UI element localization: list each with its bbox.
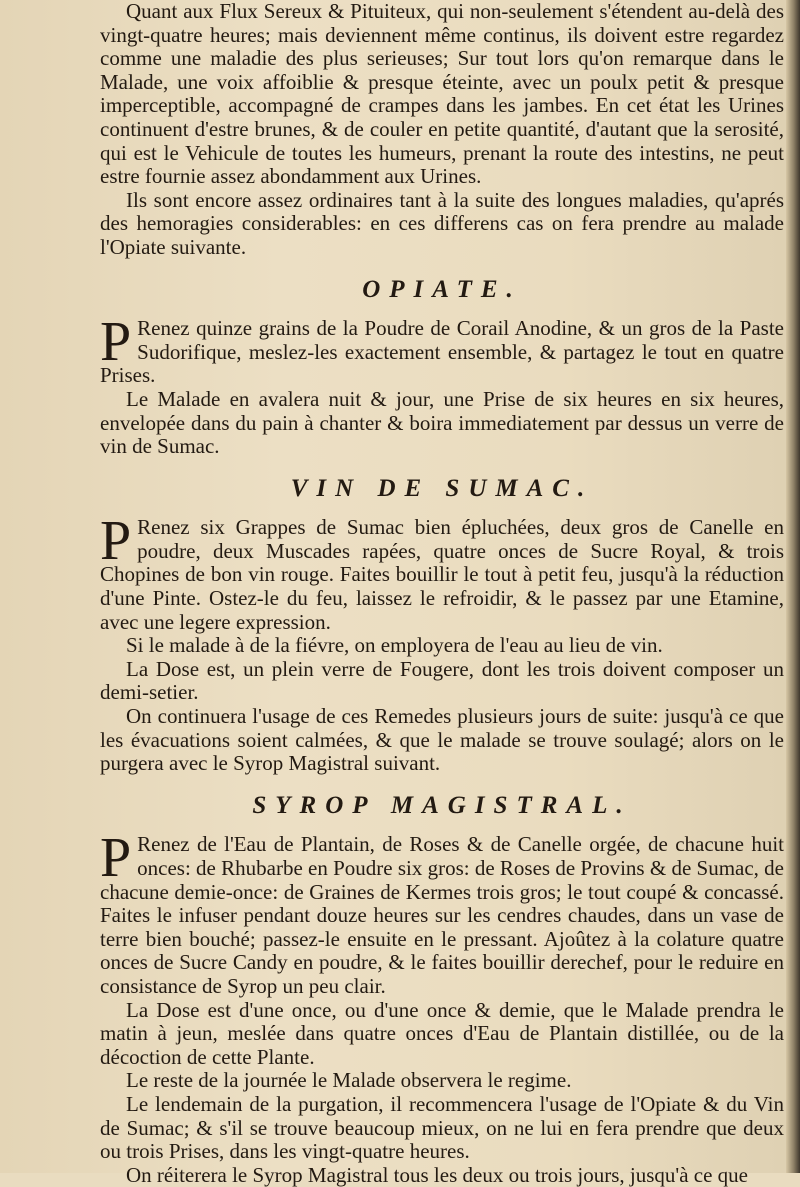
paragraph-syrop-dose: La Dose est d'une once, ou d'une once & demie, que le Malade prendra le matin à jeun, meslée dans quatre onces d'Eau de Plantain distillée, ou de la décoction de cette Plante. — [100, 997, 784, 1069]
paragraph-syrop-recipe — [100, 827, 784, 998]
paragraph-sumac-dose: La Dose est, un plein verre de Fougere, dont les trois doivent composer un demi-setier. — [100, 656, 784, 705]
drop-cap: P — [100, 510, 132, 573]
heading-opiate: OPIATE. — [362, 275, 522, 303]
heading-vin-de-sumac: VIN DE SUMAC. — [290, 474, 594, 502]
paragraph-continue-usage: On continuera l'usage de ces Remedes plusieurs jours de suite: jusqu'à ce que les évacuations soient calmées, & que le malade se trouve soulagé; alors on le purgera avec le Syrop Magistral suivant. — [100, 704, 784, 776]
paragraph-reiterera: On réiterera le Syrop Magistral tous les deux ou trois jours, jusqu'à ce que — [126, 1162, 748, 1187]
paragraph-regime: Le reste de la journée le Malade observera le regime. — [126, 1068, 572, 1093]
heading-syrop-magistral: SYROP MAGISTRAL. — [252, 791, 632, 819]
page-text — [100, 0, 784, 1187]
drop-cap: P — [100, 311, 132, 374]
paragraph-maladies: Ils sont encore assez ordinaires tant à la suite des longues maladies, qu'aprés des hemoragies considerables: en ces differens cas on fera prendre au malade l'Opiate suivante. — [100, 187, 784, 259]
paragraph-lendemain: Le lendemain de la purgation, il recommencera l'usage de l'Opiate & du Vin de Sumac; & s'il se trouve beaucoup mieux, on ne lui en fera prendre que deux ou trois Prises, dans les vingt-quatre heures. — [100, 1091, 784, 1164]
drop-cap: P — [100, 827, 132, 890]
paragraph-fievre: Si le malade à de la fiévre, on employera de l'eau au lieu de vin. — [126, 633, 663, 658]
paragraph-sumac-text: Renez six Grappes de Sumac bien épluchées, deux gros de Canelle en poudre, deux Muscades rapées, quatre onces de Sucre Royal, & trois Chopines de bon vin rouge. Faites bouillir le tout à petit feu, jusqu'à la réduction d'une Pinte. Ostez-le du feu, laissez le refroidir, & le passez par une Etamine, avec une legere expression. — [100, 515, 784, 634]
paragraph-opiate-recipe — [100, 311, 784, 388]
binding-gutter — [786, 0, 800, 1173]
paragraph-opiate-dose: Le Malade en avalera nuit & jour, une Prise de six heures en six heures, envelopée dans du pain à chanter & boira immediatement par dessus un verre de vin de Sumac. — [100, 386, 784, 459]
paragraph-opiate-text: Renez quinze grains de la Poudre de Corail Anodine, & un gros de la Paste Sudorifique, meslez-les exactement ensemble, & partagez le tout en quatre Prises. — [100, 316, 784, 388]
paragraph-sumac-recipe — [100, 510, 784, 634]
paragraph-flux-sereux: Quant aux Flux Sereux & Pituiteux, qui non-seulement s'étendent au-delà des vingt-quatre heures; mais deviennent même continus, ils doivent estre regardez comme une maladie des plus serieuses; Sur tout lors qu'on remarque dans le Malade, une voix affoiblie & presque éteinte, avec un poulx petit & presque imperceptible, accompagné de crampes dans les jambes. En cet état les Urines continuent d'estre brunes, & de couler en petite quantité, d'autant que la serosité, qui est le Vehicule de toutes les humeurs, prenant la route des intestins, ne peut estre fournie assez abondamment aux Urines. — [100, 0, 784, 189]
paragraph-syrop-text: Renez de l'Eau de Plantain, de Roses & de Canelle orgée, de chacune huit onces: de Rhubarbe en Poudre six gros: de Roses de Provins & de Sumac, de chacune demie-once: de Graines de Kermes trois gros; le tout coupé & concassé. Faites le infuser pendant douze heures sur les cendres chaudes, dans un vase de terre bien bouché; passez-le ensuite en le pressant. Ajoûtez à la colature quatre onces de Sucre Candy en poudre, & le faites bouillir derechef, pour le reduire en consistance de Syrop un peu clair. — [100, 832, 784, 998]
